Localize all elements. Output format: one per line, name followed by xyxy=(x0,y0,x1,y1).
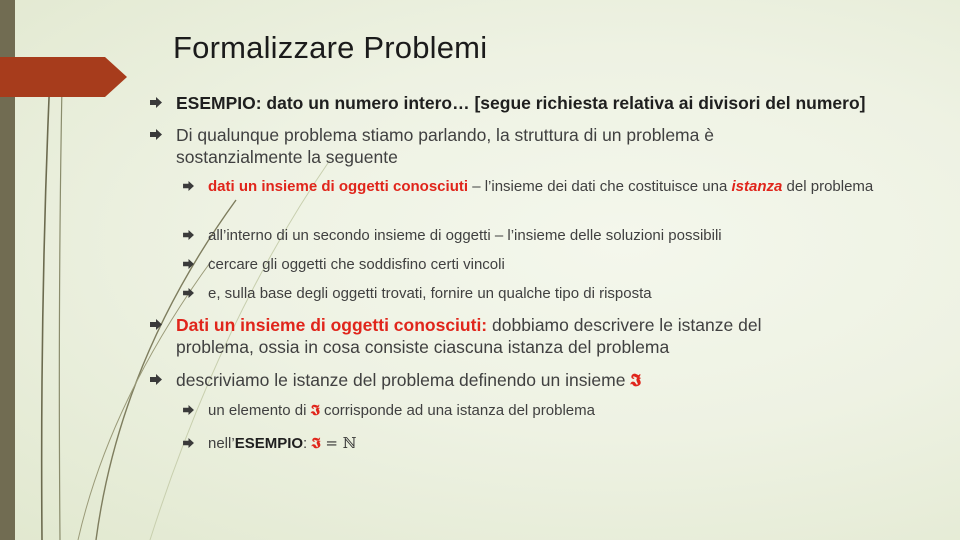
dati-conosciuti-highlight: dati un insieme di oggetti conosciuti xyxy=(208,178,469,195)
nell-esempio-colon: : xyxy=(303,435,312,452)
istanza-emphasis: istanza xyxy=(731,178,783,195)
dati-conosciuti-mid: – l’insieme dei dati che costituisce una xyxy=(468,178,732,195)
list-item-esempio xyxy=(150,92,890,114)
arrow-bullet-icon xyxy=(183,438,194,448)
dati-insieme-highlight: Dati un insieme di oggetti conosciuti: xyxy=(176,315,488,335)
dati-insieme-rest: dobbiamo descrivere le istanze del problema, ossia in cosa consiste ciascuna istanza del problema xyxy=(176,315,762,357)
list-item-nell-esempio xyxy=(183,434,883,453)
nell-esempio-text xyxy=(183,434,883,453)
list-item-elemento xyxy=(183,401,883,420)
list-item-soluzioni xyxy=(183,226,883,245)
arrow-bullet-icon xyxy=(183,230,194,240)
arrow-bullet-icon xyxy=(183,288,194,298)
set-I-symbol: 𝕴 xyxy=(311,434,321,452)
vincoli-text: cercare gli oggetti che soddisfino certi vincoli xyxy=(208,256,505,273)
arrow-bullet-icon xyxy=(150,97,162,108)
set-I-symbol: 𝕴 xyxy=(310,401,320,419)
descriviamo-text xyxy=(150,369,890,392)
arrow-bullet-icon xyxy=(183,181,194,191)
dati-conosciuti-tail: del problema xyxy=(782,178,874,195)
slide-title: Formalizzare Problemi xyxy=(173,30,488,65)
list-item-dati-conosciuti xyxy=(183,177,883,196)
arrow-bullet-icon xyxy=(150,129,162,140)
dati-insieme-text xyxy=(150,314,826,358)
list-item-descriviamo xyxy=(150,369,890,392)
accent-tab xyxy=(0,57,127,97)
naturals-equation: = ℕ xyxy=(320,434,357,452)
soluzioni-text: all’interno di un secondo insieme di oggetti – l’insieme delle soluzioni possibili xyxy=(208,227,722,244)
arrow-bullet-icon xyxy=(150,374,162,385)
nell-esempio-pre: nell’ xyxy=(208,435,235,452)
list-item-dati-insieme xyxy=(150,314,890,358)
dati-conosciuti-text xyxy=(183,177,883,196)
list-item-vincoli xyxy=(183,255,883,274)
arrow-bullet-icon xyxy=(150,319,162,330)
elemento-text xyxy=(183,401,883,420)
esempio-bold: ESEMPIO xyxy=(234,435,304,452)
list-item-struttura xyxy=(150,124,890,168)
esempio-text: ESEMPIO: dato un numero intero… [segue richiesta relativa ai divisori del numero] xyxy=(176,93,866,113)
elemento-post: corrisponde ad una istanza del problema xyxy=(319,402,595,419)
struttura-text: Di qualunque problema stiamo parlando, la struttura di un problema è sostanzialmente la seguente xyxy=(176,125,714,167)
set-I-symbol: 𝕴 xyxy=(630,371,642,391)
risposta-text: e, sulla base degli oggetti trovati, fornire un qualche tipo di risposta xyxy=(208,285,652,302)
arrow-bullet-icon xyxy=(183,405,194,415)
elemento-pre: un elemento di xyxy=(208,402,311,419)
descriviamo-main: descriviamo le istanze del problema definendo un insieme xyxy=(176,370,631,390)
arrow-bullet-icon xyxy=(183,259,194,269)
list-item-risposta xyxy=(183,284,883,303)
